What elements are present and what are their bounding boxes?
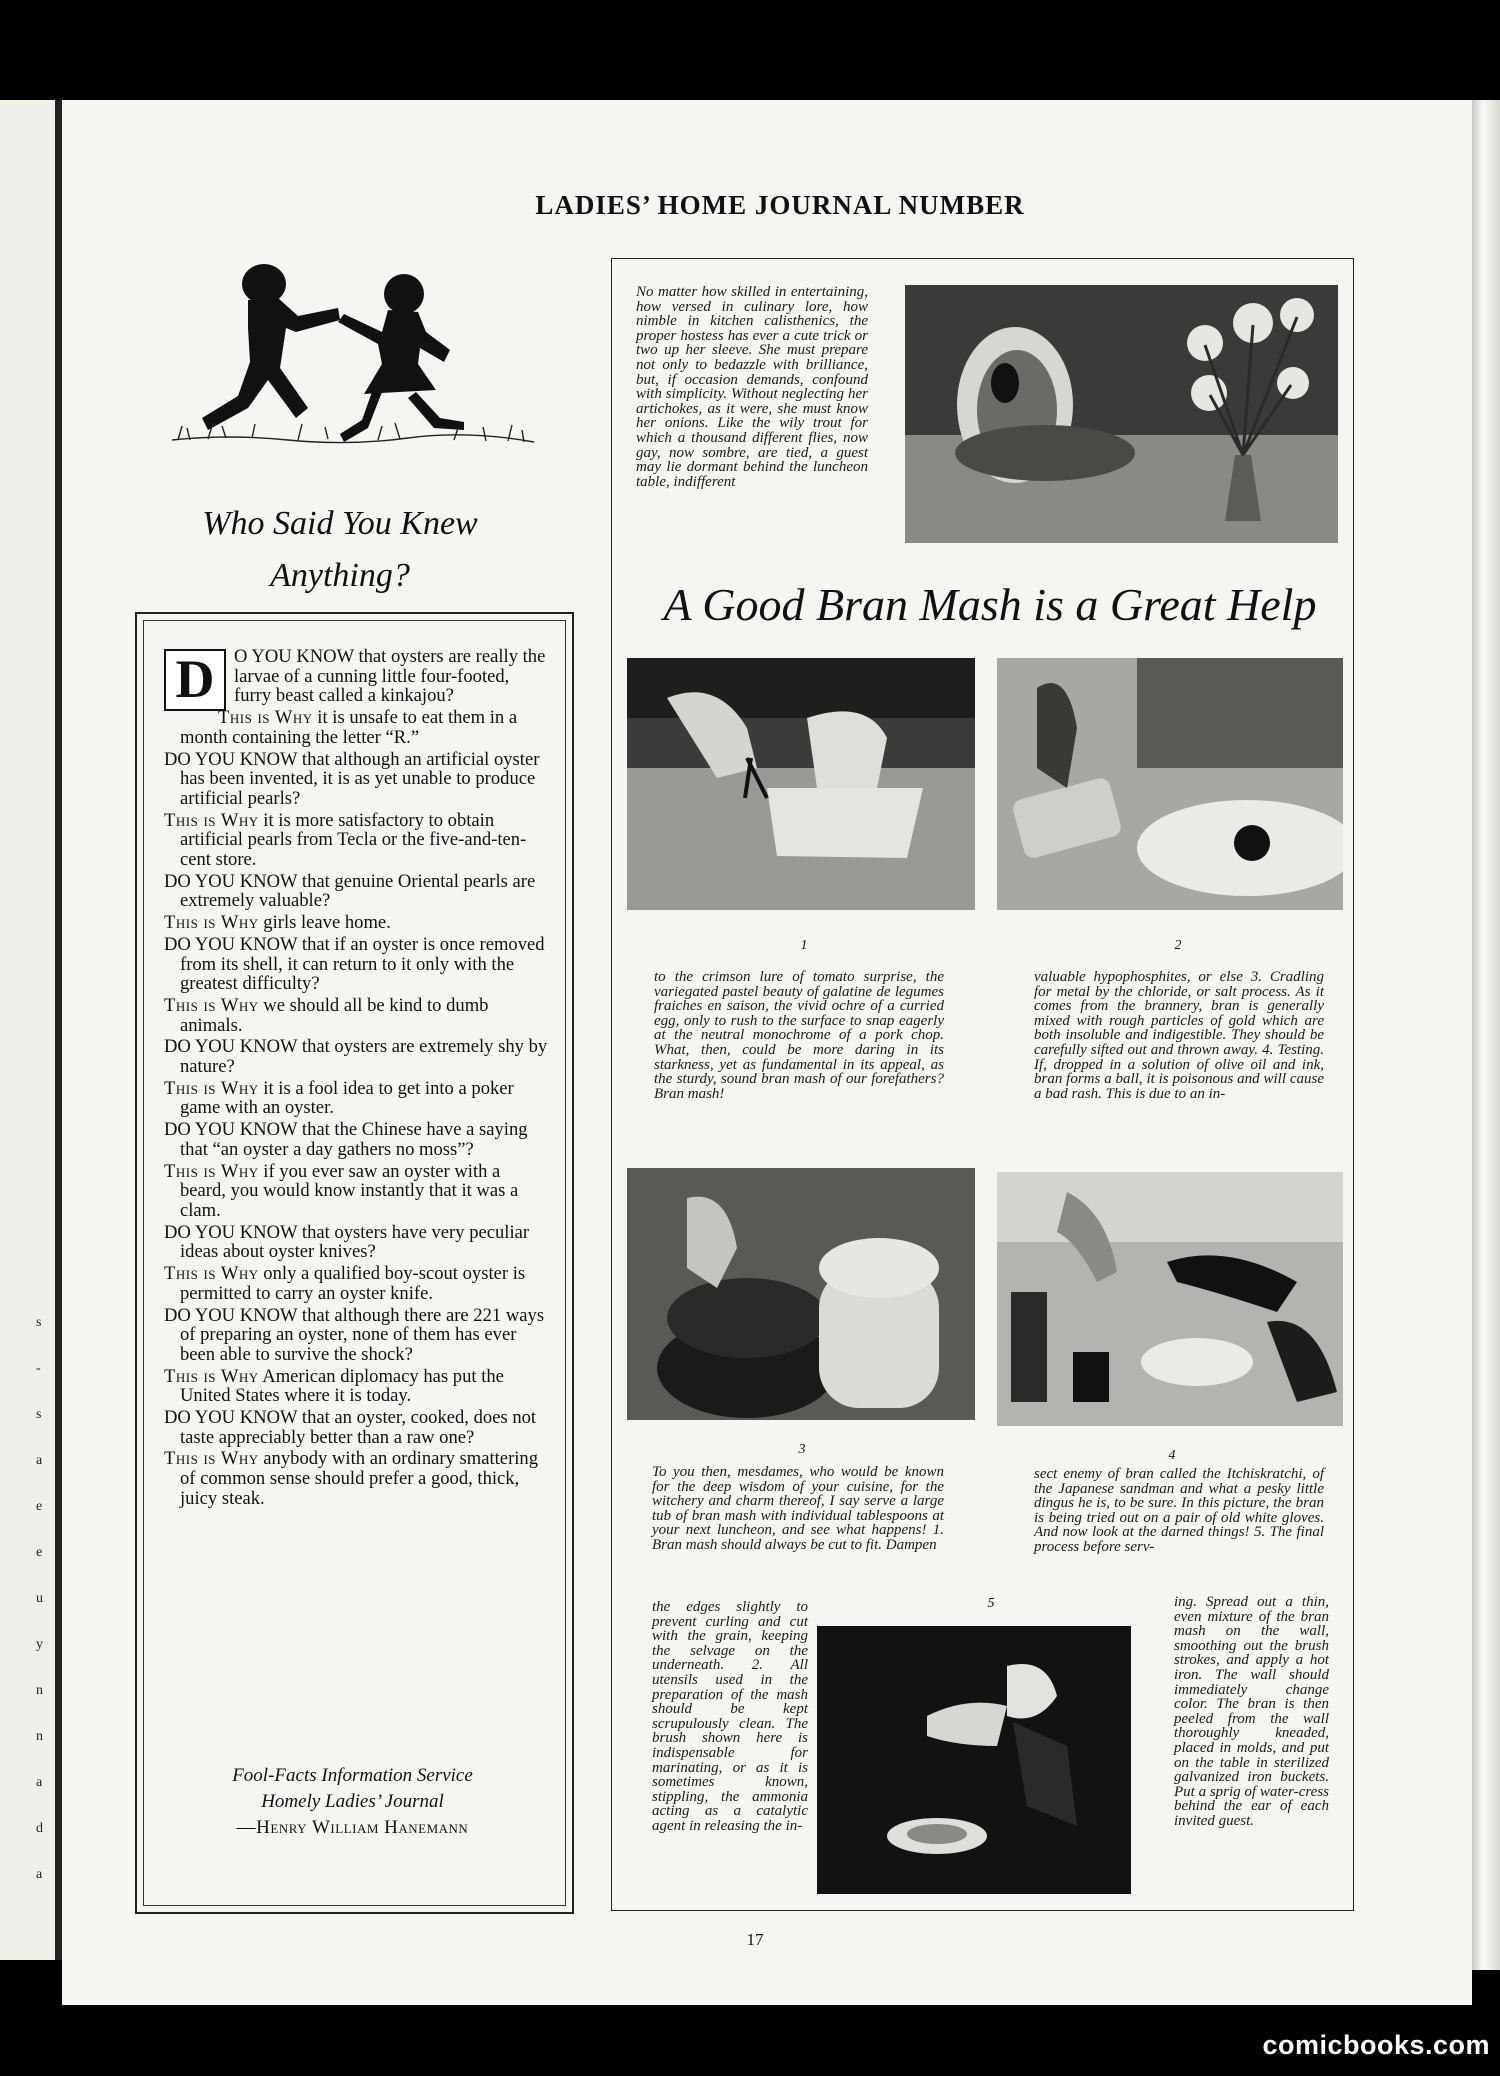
photo-number-2: 2: [1174, 938, 1182, 953]
fact-entry-lead: This is Why: [164, 1448, 259, 1470]
left-article-title: [140, 498, 540, 602]
fact-entry-lead: DO YOU KNOW: [164, 933, 298, 955]
fact-entry: [164, 811, 549, 870]
credit-line-2: Homely Ladies’ Journal: [261, 1791, 444, 1812]
stub-character: a: [36, 1453, 43, 1468]
fact-entry: [164, 1037, 549, 1076]
fact-entry: [164, 1306, 549, 1365]
fact-entry-text: only a qualified boy-scout oyster is permitted to carry an oyster knife.: [180, 1263, 526, 1304]
fact-entry: [164, 708, 549, 747]
fact-entry-text: anybody with an ordinary smattering of common sense should prefer a good, thick, juicy steak.: [180, 1448, 539, 1509]
fact-entry-text: that genuine Oriental pearls are extremely valuable?: [180, 870, 536, 912]
fact-entry: [164, 1264, 549, 1303]
stub-character: e: [36, 1499, 43, 1514]
article-credit: [150, 1763, 555, 1841]
first-entry: [164, 646, 549, 710]
fact-entry-text: that oysters are extremely shy by nature?: [180, 1036, 548, 1078]
stub-character: e: [36, 1545, 43, 1560]
fact-entry: [164, 1079, 549, 1118]
fact-entry-lead: DO YOU KNOW: [164, 1407, 298, 1429]
photo-4-testing-gloves: [997, 1172, 1343, 1426]
fact-entry: [164, 750, 549, 809]
fact-entry: [164, 1408, 549, 1447]
fact-entry-text: girls leave home.: [258, 912, 391, 934]
fact-entry-lead: This is Why: [218, 707, 313, 729]
page-number: 17: [746, 1930, 764, 1949]
fact-entry-text: that an oyster, cooked, does not taste appreciably better than a raw one?: [180, 1407, 537, 1448]
fact-entry-text: we should all be kind to dumb animals.: [180, 994, 489, 1036]
title-line-1: Who Said You Knew: [202, 505, 478, 542]
text-block-1-right: valuable hypophosphites, or else 3. Cradling for metal by the chloride, or salt process. As it comes from the brannery, bran is generally mixed with rough particles of gold which are both insoluble and indigestible. They should be carefully sifted out and thrown away. 4. Testing. If, dropped in a solution of olive oil and ink, bran forms a ball, it is poisonous and will cause a bad rash. This is due to an in-: [1034, 969, 1324, 1102]
fact-entry: [164, 1223, 549, 1262]
bran-mash-title: A Good Bran Mash is a Great Help: [663, 579, 1317, 630]
fact-entry-lead: DO YOU KNOW: [164, 1119, 298, 1141]
fact-entry-lead: DO YOU KNOW: [164, 870, 298, 892]
photo-number-3: 3: [798, 1442, 806, 1457]
fact-entry: [164, 913, 549, 933]
stub-character: a: [36, 1867, 43, 1882]
photo-3-bran-mold: [627, 1168, 975, 1420]
text-block-3-left: the edges slightly to prevent curling and cut with the grain, keeping the selvage on the underneath. 2. All utensils used in the preparation of the mash should be kept scrupulously clean. The brush shown here is indispensable for marinating, or as it is sometimes known, stippling, the ammonia acting as a catalytic agent in releasing the in-: [652, 1599, 808, 1834]
fact-entry-text: that if an oyster is once removed from its shell, it can return to it only with the greatest difficulty?: [180, 933, 545, 995]
page-header: LADIES’ HOME JOURNAL NUMBER: [535, 190, 1025, 220]
stub-character: y: [36, 1637, 43, 1652]
stub-character: s: [36, 1407, 42, 1422]
fact-entry: [164, 935, 549, 994]
photo-number-5: 5: [987, 1596, 995, 1611]
photo-1-cutting-bran: [627, 658, 975, 910]
drop-cap-initial: D: [164, 649, 226, 711]
first-entry-text: O YOU KNOW that oysters are really the larvae of a cunning little four-footed, furry beast called a kinkajou?: [234, 646, 546, 707]
fact-entry-lead: This is Why: [164, 1077, 259, 1099]
photo-5-serving-bran: [817, 1626, 1131, 1894]
intro-paragraph: No matter how skilled in entertaining, how versed in culinary lore, how nimble in kitchen calisthenics, the proper hostess has ever a cute trick or two up her sleeve. She must prepare not only to bedazzle with brilliance, but, if occasion demands, confound with simplicity. Without neglecting her artichokes, as it were, she must know her onions. Like the wily trout for which a thousand different flies, now gay, now sombre, are tied, a guest may lie dormant behind the luncheon table, indifferent: [636, 284, 868, 490]
stub-character: -: [36, 1361, 41, 1376]
fact-entry: [164, 1120, 549, 1159]
fool-facts-list: [164, 647, 549, 1511]
fact-entry-lead: This is Why: [164, 1263, 259, 1285]
oyster-and-roses-photo: [905, 285, 1338, 543]
dancing-couple-illustration: [168, 258, 538, 458]
fact-entry-text: it is unsafe to eat them in a month containing the letter “R.”: [180, 707, 518, 748]
fact-entry-lead: DO YOU KNOW: [164, 1221, 298, 1243]
fact-entry-lead: DO YOU KNOW: [164, 748, 298, 770]
photo-number-1: 1: [800, 938, 808, 953]
credit-author: —Henry William Hanemann: [236, 1817, 469, 1838]
stub-character: n: [36, 1729, 43, 1744]
photo-number-4: 4: [1168, 1448, 1176, 1463]
fact-entry-text: that although an artificial oyster has been invented, it is as yet unable to produce artificial pearls?: [180, 748, 540, 809]
fact-entry: [164, 1367, 549, 1406]
page-edge: [1472, 100, 1500, 1970]
fact-entry: [164, 996, 549, 1035]
stub-character: d: [36, 1821, 43, 1836]
fact-entry-text: that the Chinese have a saying that “an oyster a day gathers no moss”?: [180, 1119, 528, 1160]
stub-character: a: [36, 1775, 43, 1790]
stub-character: s: [36, 1315, 42, 1330]
title-line-2: Anything?: [270, 557, 410, 594]
text-block-2-right: sect enemy of bran called the Itchiskratchi, of the Japanese sandman and what a pesky little dingus he is, to be sure. In this picture, the bran is being tried out on a pair of old white gloves. And now look at the darned things! 5. The final process before serv-: [1034, 1466, 1324, 1555]
fact-entry: [164, 872, 549, 911]
text-block-2-left: To you then, mesdames, who would be known for the deep wisdom of your cuisine, for the witchery and charm thereof, I say serve a large tub of bran mash with individual tablespoons at your next luncheon, and see what happens! 1. Bran mash should always be cut to fit. Dampen: [652, 1464, 944, 1553]
fact-entry-text: if you ever saw an oyster with a beard, you would know instantly that it was a clam.: [180, 1160, 519, 1221]
fact-entry-text: that oysters have very peculiar ideas about oyster knives?: [180, 1221, 530, 1263]
fact-entry-text: it is more satisfactory to obtain artificial pearls from Tecla or the five-and-ten-cent store.: [180, 809, 527, 871]
fact-entry-lead: DO YOU KNOW: [164, 1036, 298, 1058]
fact-entry-lead: This is Why: [164, 912, 259, 934]
site-watermark: comicbooks.com: [1262, 2030, 1490, 2060]
fact-entry-text: American diplomacy has put the United States where it is today.: [180, 1365, 504, 1407]
left-page-stub: [0, 100, 55, 1960]
text-block-1-left: to the crimson lure of tomato surprise, the variegated pastel beauty of galatine de legumes fraiches en saison, the vivid ochre of a curried egg, only to rush to the surface to snap eagerly at the neutral monochrome of a pork chop. What, then, could be more daring in its starkness, yet as fundamental in its appeal, as the sturdy, sound bran mash of our forefathers? Bran mash!: [654, 969, 944, 1102]
fact-entry-text: it is a fool idea to get into a poker game with an oyster.: [180, 1077, 514, 1119]
fact-entry-lead: This is Why: [164, 1365, 259, 1387]
stub-character: u: [36, 1591, 43, 1606]
text-block-3-right: ing. Spread out a thin, even mixture of the bran mash on the wall, smoothing out the brush strokes, and apply a hot iron. The wall should immediately change color. The bran is then peeled from the wall thoroughly kneaded, placed in molds, and put on the table in sterilized galvanized iron buckets. Put a sprig of water-cress behind the ear of each invited guest.: [1174, 1594, 1329, 1829]
fact-entry-lead: This is Why: [164, 809, 259, 831]
fact-entry-lead: DO YOU KNOW: [164, 1304, 298, 1326]
fact-entry-lead: This is Why: [164, 994, 259, 1016]
fact-entry-lead: This is Why: [164, 1160, 259, 1182]
photo-2-pouring-chloride: [997, 658, 1343, 910]
stub-character: n: [36, 1683, 43, 1698]
fact-entry: [164, 1162, 549, 1221]
credit-line-1: Fool-Facts Information Service: [232, 1765, 473, 1786]
fact-entry: [164, 1449, 549, 1508]
fact-entry-text: that although there are 221 ways of preparing an oyster, none of them has ever been able to survive the shock?: [180, 1304, 545, 1365]
